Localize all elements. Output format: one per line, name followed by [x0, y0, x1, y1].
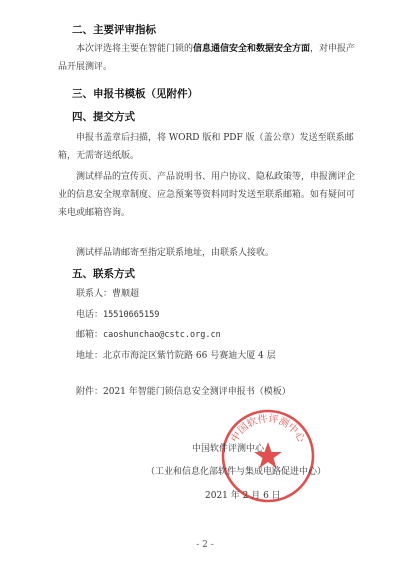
contact-email-value: caoshunchao@cstc.org.cn: [103, 330, 221, 340]
page-number: - 2 -: [196, 540, 214, 550]
section-title-contact: 五、联系方式: [72, 268, 135, 280]
contact-phone-value: 15510665159: [103, 310, 160, 320]
issuer-sub-org: （工业和信息化部软件与集成电路促进中心）: [146, 467, 327, 477]
criteria-text-c: ，对申报产品开展测评。: [58, 44, 356, 72]
issue-date: 2021 年 2 月 6 日: [205, 491, 281, 501]
submission-paragraph-3: 测试样品请邮寄至指定联系地址，由联系人接收。: [76, 248, 275, 258]
contact-person-row: [76, 286, 139, 299]
contact-phone-row: [76, 307, 159, 320]
contact-email-label: 邮箱：: [76, 330, 104, 340]
criteria-highlight: 信息通信安全和数据安全方面: [193, 44, 311, 54]
contact-person-label: 联系人：: [76, 289, 113, 299]
criteria-text-a: 本次评选将主要在智能门锁的: [76, 44, 194, 54]
contact-phone-label: 电话：: [76, 310, 104, 320]
section-title-criteria: 二、主要评审指标: [72, 24, 156, 36]
section-title-submission: 四、提交方式: [72, 111, 135, 123]
submission-paragraph-1: 申报书盖章后扫描，将 WORD 版和 PDF 版（盖公章）发送至联系邮箱，无需寄送纸版。: [58, 133, 354, 161]
criteria-paragraph: [58, 40, 358, 76]
contact-person-value: 曹顺超: [112, 289, 140, 299]
contact-address-label: 地址：: [76, 351, 104, 361]
seal-text: 中国软件评测中心: [229, 413, 307, 445]
submission-paragraph-2: 测试样品的宣传页、产品说明书、用户协议、隐私政策等，申报测评企业的信息安全规章制度、应急预案等资料同时发送至联系邮箱。如有疑问可来电或邮箱咨询。: [58, 172, 356, 218]
contact-address-row: [76, 348, 276, 361]
section-title-template: 三、申报书模板（见附件）: [72, 88, 198, 100]
contact-address-value: 北京市海淀区紫竹院路 66 号赛迪大厦 4 层: [103, 351, 276, 361]
attachment-line: 附件：2021 年智能门锁信息安全测评申报书（模板）: [76, 387, 291, 397]
issuer-org: 中国软件评测中心: [192, 444, 265, 454]
contact-email-row: [76, 327, 221, 340]
